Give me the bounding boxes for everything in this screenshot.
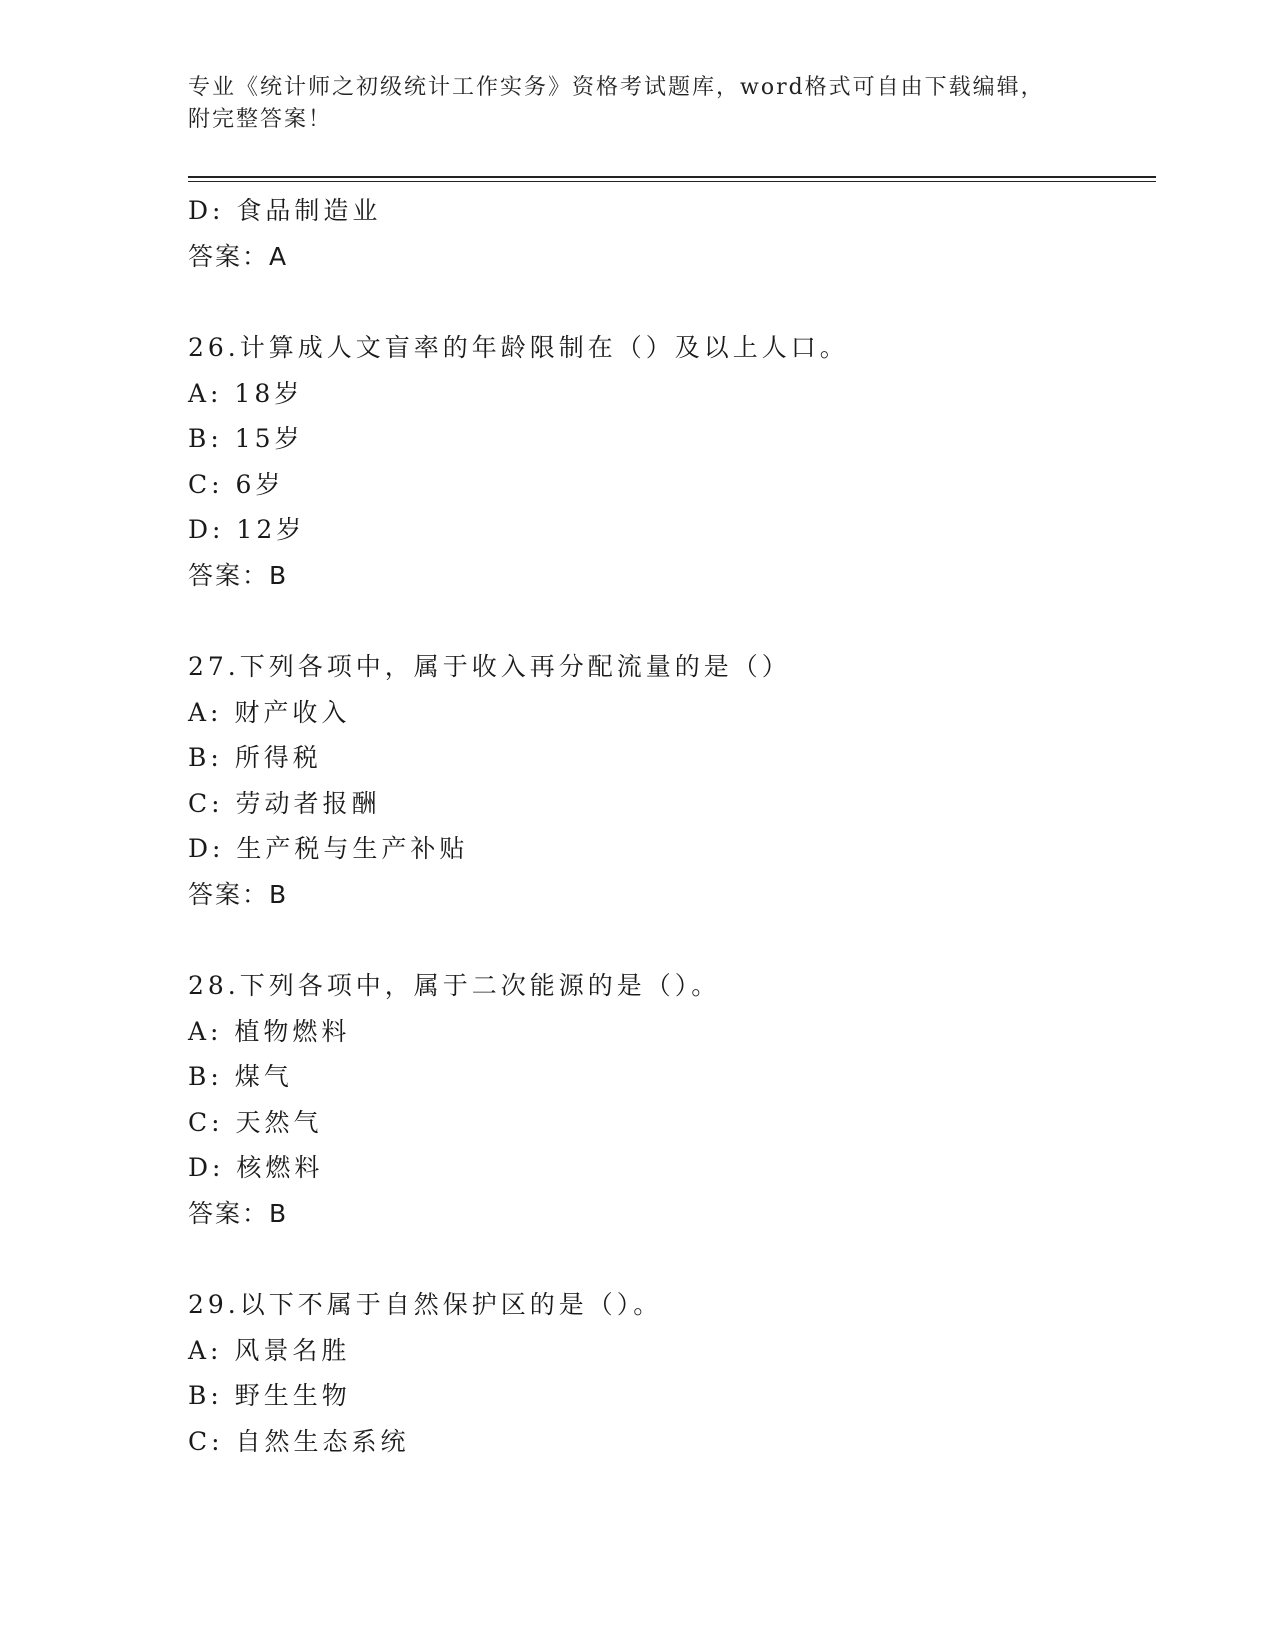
header-line-1: 专业《统计师之初级统计工作实务》资格考试题库，word格式可自由下载编辑， [188, 75, 1045, 100]
question-27-option-c: C: 劳动者报酬 [188, 788, 381, 818]
question-29-text: 29.以下不属于自然保护区的是（）。 [188, 1290, 663, 1319]
prev-answer: 答案：A [188, 241, 289, 271]
question-29-option-a: A: 风景名胜 [188, 1335, 351, 1365]
spacer [188, 917, 1156, 963]
header-rule-thick [188, 176, 1156, 178]
question-27-answer: 答案：B [188, 879, 289, 909]
question-26-option-a: A: 18岁 [188, 378, 304, 408]
document-header [188, 72, 1088, 136]
spacer [188, 279, 1156, 325]
spacer [188, 1236, 1156, 1282]
question-28-option-b: B: 煤气 [188, 1062, 293, 1091]
question-27-option-d: D: 生产税与生产补贴 [188, 834, 469, 863]
question-28-option-a: A: 植物燃料 [188, 1016, 351, 1046]
question-26-option-d: D: 12岁 [188, 515, 306, 544]
question-28-option-d: D: 核燃料 [188, 1153, 324, 1182]
question-27-text: 27.下列各项中，属于收入再分配流量的是（） [188, 652, 791, 681]
question-27-option-b: B: 所得税 [188, 743, 322, 772]
question-26-option-b: B: 15岁 [188, 424, 304, 453]
question-28-option-c: C: 天然气 [188, 1107, 323, 1137]
question-29-option-c: C: 自然生态系统 [188, 1426, 410, 1456]
question-29-option-b: B: 野生生物 [188, 1381, 351, 1410]
question-list [188, 188, 1156, 1464]
question-28-answer: 答案：B [188, 1198, 289, 1228]
header-rule-thin [188, 181, 1156, 182]
header-line-2: 附完整答案！ [188, 107, 333, 132]
question-26-answer: 答案：B [188, 560, 289, 590]
question-27-option-a: A: 财产收入 [188, 697, 351, 727]
prev-option-d: D: 食品制造业 [188, 196, 382, 225]
question-26-option-c: C: 6岁 [188, 469, 285, 499]
spacer [188, 598, 1156, 644]
question-26-text: 26.计算成人文盲率的年龄限制在（）及以上人口。 [188, 333, 849, 362]
question-28-text: 28.下列各项中，属于二次能源的是（）。 [188, 971, 721, 1000]
